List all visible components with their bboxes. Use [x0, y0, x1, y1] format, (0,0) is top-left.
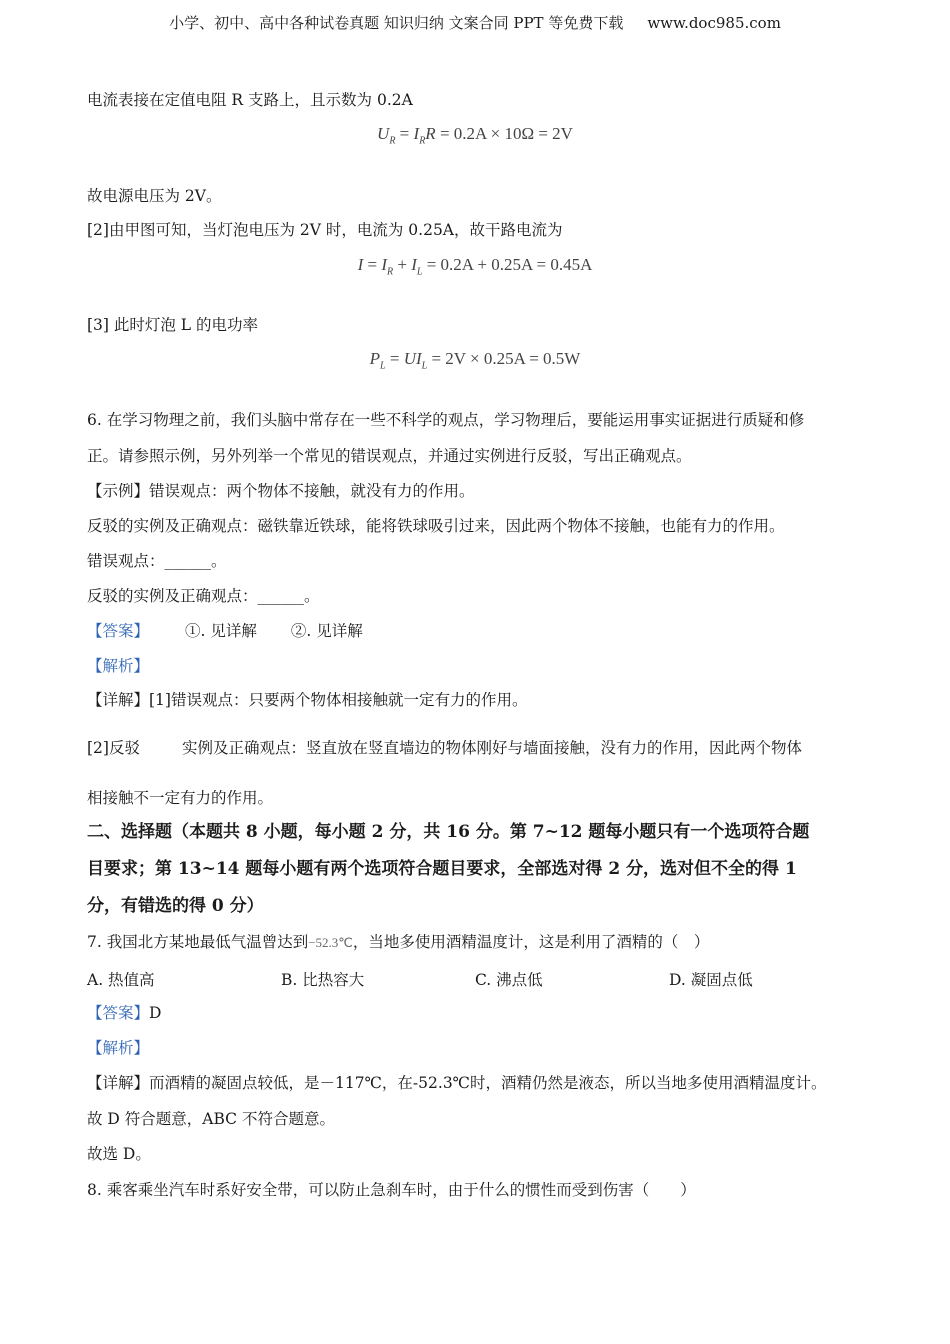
q7-option-d: D. 凝固点低 — [669, 971, 753, 989]
q6-stem-2: 正。请参照示例，另外列举一个常见的错误观点，并通过实例进行反驳，写出正确观点。 — [87, 447, 692, 465]
q6-example: 【示例】错误观点：两个物体不接触，就没有力的作用。 — [87, 482, 475, 500]
q6-blank-2: 反驳的实例及正确观点：______。 — [87, 587, 320, 605]
detail-2-text: 实例及正确观点：竖直放在竖直墙边的物体刚好与墙面接触，没有力的作用，因此两个物体 — [181, 739, 802, 757]
q7-answer-value: D — [149, 1004, 162, 1022]
header-site[interactable]: www.doc985.com — [647, 14, 781, 32]
q7-detail: 【详解】而酒精的凝固点较低，是－117℃，在-52.3℃时，酒精仍然是液态，所以当地多使用酒精温度计。 — [87, 1074, 827, 1092]
q6-refute: 反驳的实例及正确观点：磁铁靠近铁球，能将铁球吸引过来，因此两个物体不接触，也能有力的作用。 — [87, 517, 785, 535]
equation-p: $P_L = UI_L = 2V \times 0.25A = 0.5W$ — [369, 349, 581, 372]
q7-option-a: A. 热值高 — [87, 971, 155, 989]
q8-stem: 8. 乘客乘坐汽车时系好安全带，可以防止急刹车时，由于什么的惯性而受到伤害（ ） — [87, 1181, 696, 1199]
q7-option-c: C. 沸点低 — [475, 971, 543, 989]
answer-tag: 【答案】 — [87, 1004, 150, 1022]
q5-line-2: 故电源电压为 2V。 — [87, 187, 222, 205]
q7-conclusion-2: 故选 D。 — [87, 1145, 151, 1163]
q7-stem-b: ，当地多使用酒精温度计，这是利用了酒精的（ ） — [352, 933, 710, 951]
header-text: 小学、初中、高中各种试卷真题 知识归纳 文案合同 PPT 等免费下载 — [169, 14, 624, 32]
q7-option-b: B. 比热容大 — [281, 971, 365, 989]
equation-i: $I = I_R + I_L = 0.2A + 0.25A = 0.45A$ — [357, 255, 593, 278]
q7-temp: −52.3℃ — [308, 935, 353, 950]
section-2-heading-1: 二、选择题（本题共 8 小题，每小题 2 分，共 16 分。第 7~12 题每小题只有一个选项符合题 — [87, 822, 810, 842]
q6-detail-2 — [87, 738, 802, 758]
q6-answer — [87, 621, 363, 641]
equation-ur: $U_R = I_RR = 0.2A \times 10\Omega = 2V$ — [377, 124, 573, 147]
q5-line-1: 电流表接在定值电阻 R 支路上，且示数为 0.2A — [87, 91, 413, 109]
page-header — [0, 12, 950, 33]
q7-conclusion-1: 故 D 符合题意，ABC 不符合题意。 — [87, 1110, 335, 1128]
answer-1: ①. 见详解 — [185, 622, 257, 640]
q6-blank-1: 错误观点：______。 — [87, 552, 227, 570]
q6-detail-3: 相接触不一定有力的作用。 — [87, 789, 274, 807]
q6-detail-1: 【详解】[1]错误观点：只要两个物体相接触就一定有力的作用。 — [87, 691, 528, 709]
q7-stem-a: 7. 我国北方某地最低气温曾达到 — [87, 933, 309, 951]
answer-tag: 【答案】 — [87, 622, 150, 640]
q6-stem-1: 6. 在学习物理之前，我们头脑中常存在一些不科学的观点，学习物理后，要能运用事实证据进行质疑和修 — [87, 411, 805, 429]
answer-2: ②. 见详解 — [290, 622, 363, 640]
section-2-heading-2: 目要求；第 13~14 题每小题有两个选项符合题目要求，全部选对得 2 分，选对但不全的得 1 — [87, 859, 797, 879]
q7-analysis-tag: 【解析】 — [87, 1039, 150, 1057]
q5-line-3: [2]由甲图可知，当灯泡电压为 2V 时，电流为 0.25A，故干路电流为 — [87, 221, 563, 239]
section-2-heading-3: 分，有错选的得 0 分） — [87, 896, 264, 916]
detail-2-label: [2]反驳 — [87, 739, 140, 757]
q7-answer — [87, 1003, 161, 1023]
q7-stem — [87, 932, 709, 953]
q6-analysis-tag: 【解析】 — [87, 657, 150, 675]
q5-line-4: [3] 此时灯泡 L 的电功率 — [87, 316, 259, 334]
